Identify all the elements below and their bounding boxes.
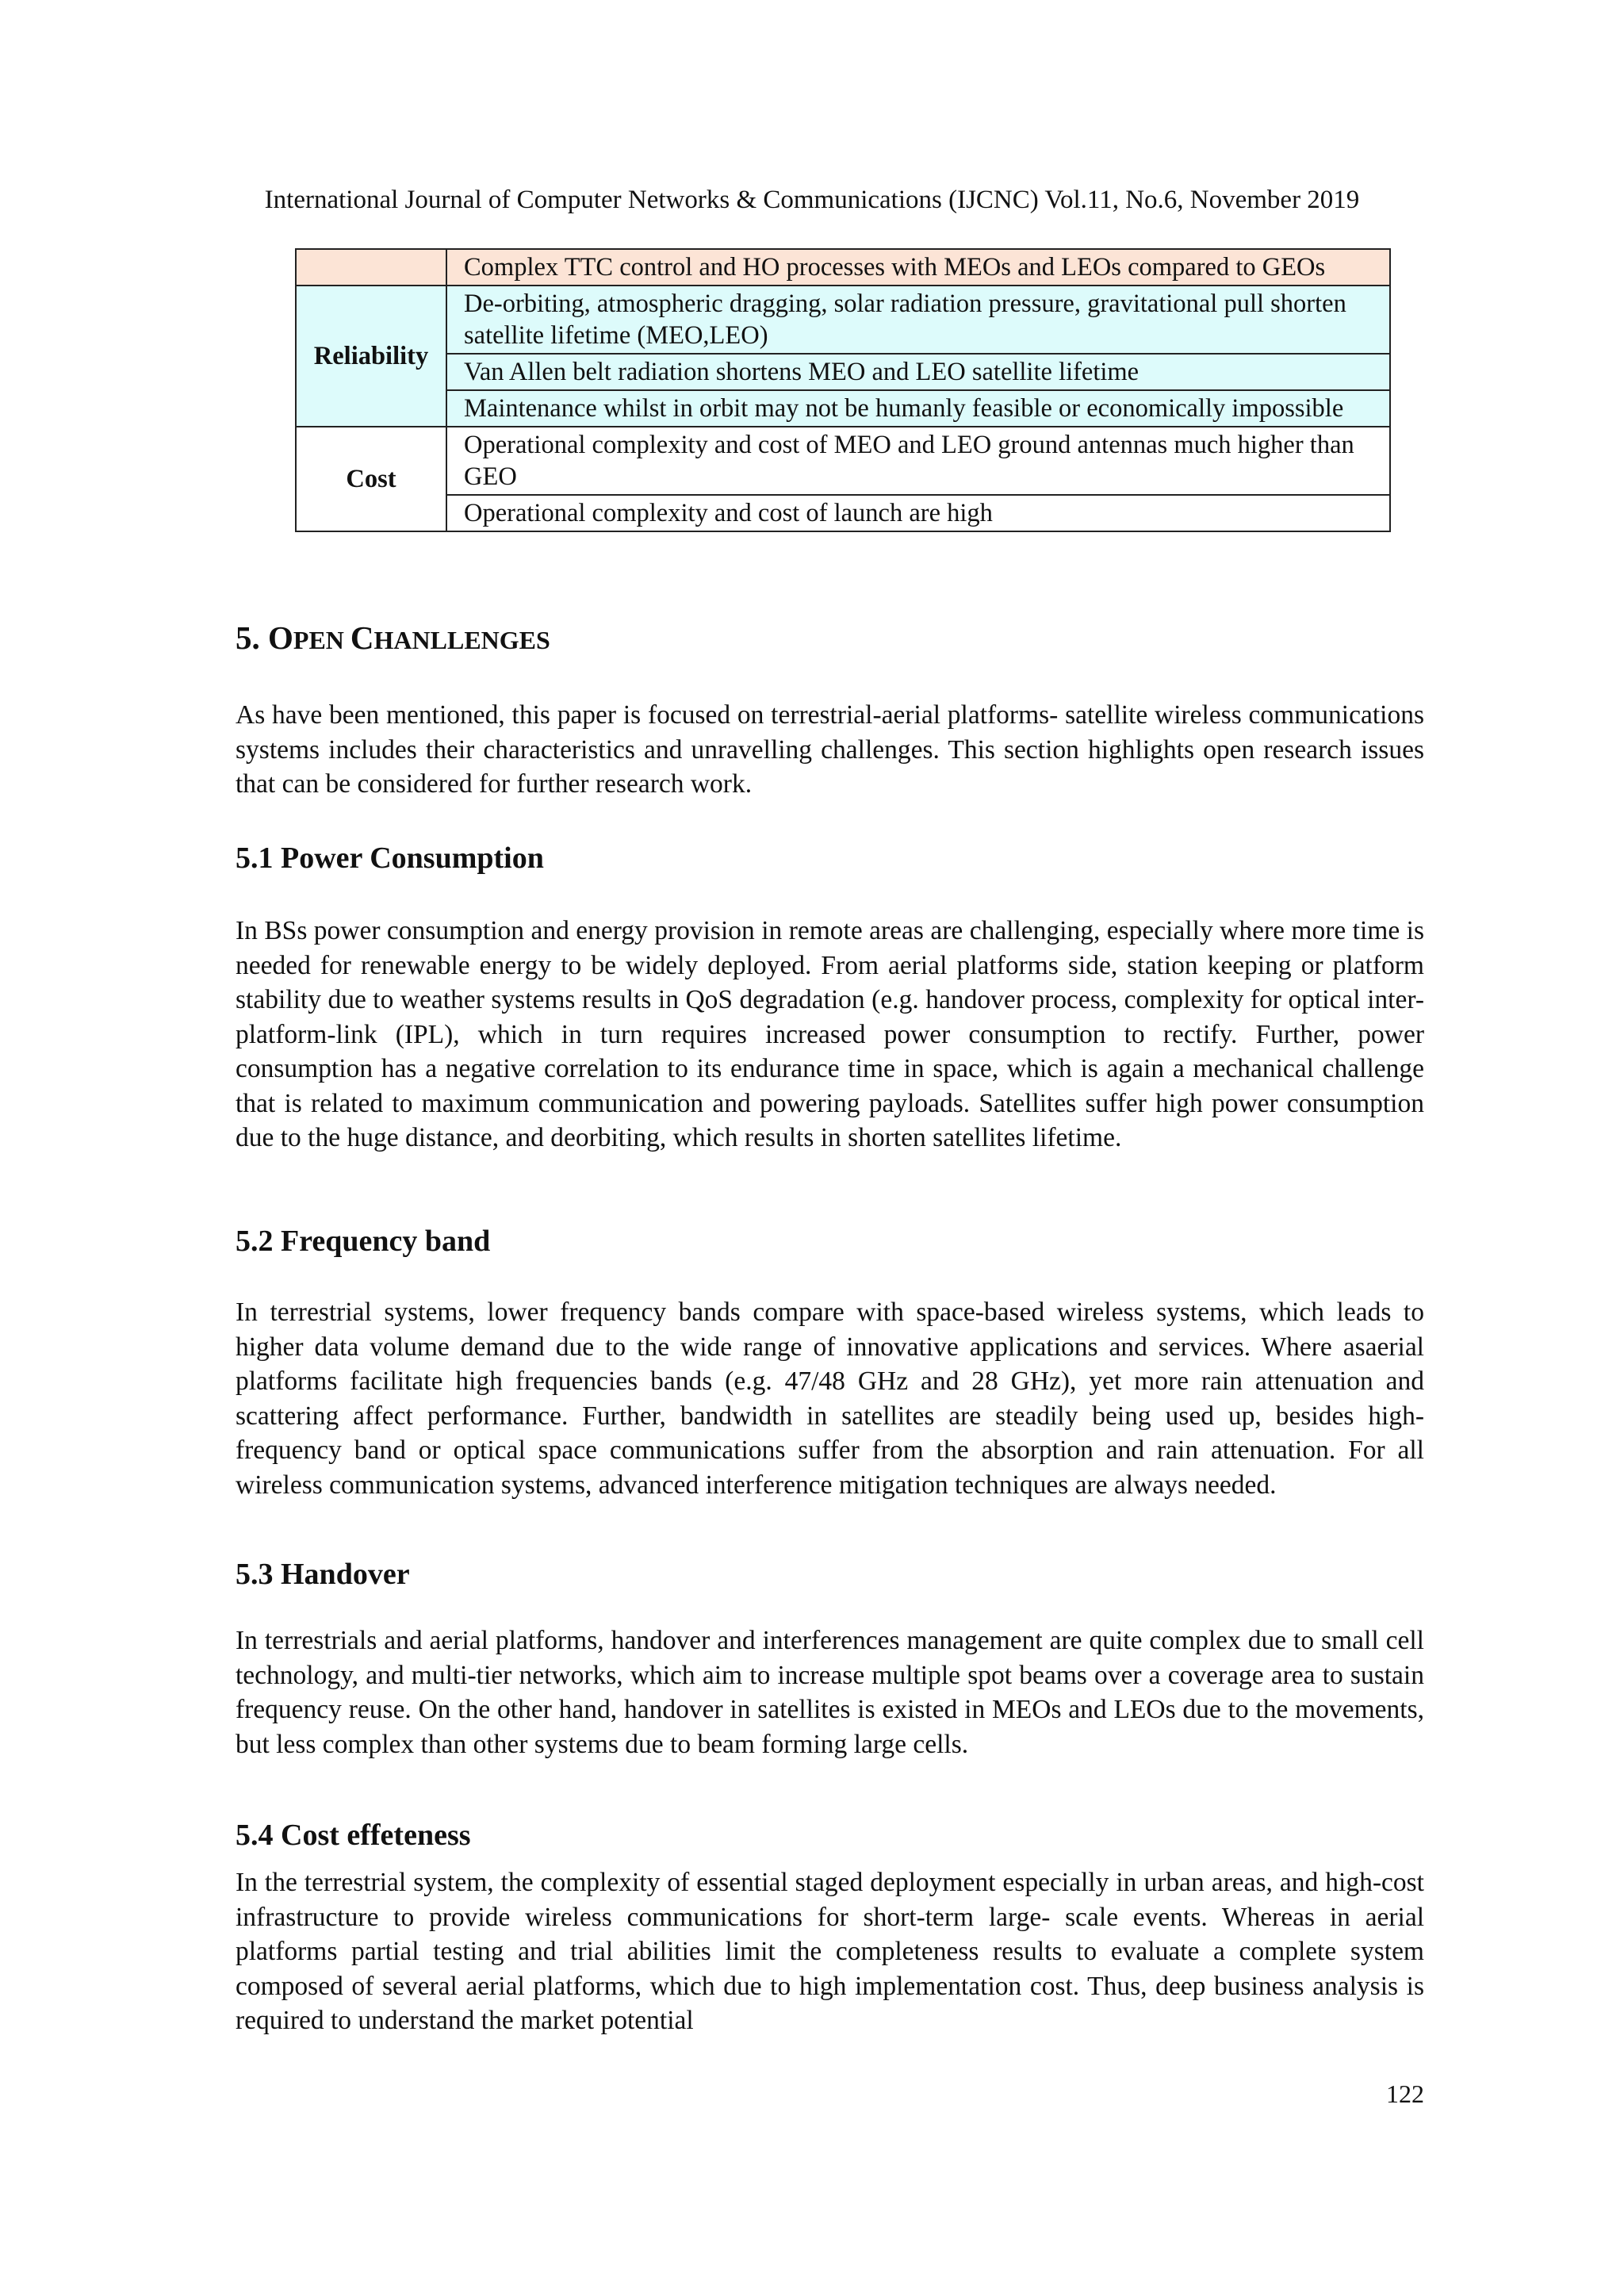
table-cell: Maintenance whilst in orbit may not be humanly feasible or economically impossible [446,390,1390,427]
subsection-5-1-text: In BSs power consumption and energy provision in remote areas are challenging, especially where more time is needed for renewable energy to be widely deployed. From aerial platforms side, station keeping or platform stability due to weather systems results in QoS degradation (e.g. handover process, complexity for optical inter-platform-link (IPL), which in turn requires increased power consumption to rectify. Further, power consumption has a negative correlation to its endurance time in space, which is again a mechanical challenge that is related to maximum communication and powering payloads. Satellites suffer high power consumption due to the huge distance, and deorbiting, which results in shorten satellites lifetime. [236,916,1424,1152]
section-5-heading [236,619,550,659]
table-row [296,390,1390,427]
page-number: 122 [1386,2079,1424,2108]
table-row [296,286,1390,354]
table-row [296,354,1390,390]
section-5-intro: As have been mentioned, this paper is focused on terrestrial-aerial platforms- satellite wireless communications systems includes their characteristics and unravelling challenges. This section highlights open research issues that can be considered for further research work. [236,700,1424,799]
table-cell: Complex TTC control and HO processes with MEOs and LEOs compared to GEOs [446,249,1390,286]
table-category-cell-empty [296,249,446,286]
table-category-cost: Cost [296,427,446,531]
table-cell: De-orbiting, atmospheric dragging, solar radiation pressure, gravitational pull shorten satellite lifetime (MEO,LEO) [446,286,1390,354]
table-cell: Operational complexity and cost of MEO and LEO ground antennas much higher than GEO [446,427,1390,495]
table-row [296,495,1390,531]
table-cell: Operational complexity and cost of launch are high [446,495,1390,531]
table-category-reliability: Reliability [296,286,446,427]
table-row [296,427,1390,495]
subsection-5-3-text: In terrestrials and aerial platforms, handover and interferences management are quite complex due to small cell technology, and multi-tier networks, which aim to increase multiple spot beams over a coverage area to sustain frequency reuse. On the other hand, handover in satellites is existed in MEOs and LEOs due to the movements, but less complex than other systems due to beam forming large cells. [236,1626,1424,1759]
journal-header: International Journal of Computer Networks & Communications (IJCNC) Vol.11, No.6, November 2019 [264,186,1360,214]
section-title-smallcaps: PEN [293,626,350,654]
subsection-5-3-heading: 5.3 Handover [236,1558,410,1591]
table-cell: Van Allen belt radiation shortens MEO and LEO satellite lifetime [446,354,1390,390]
table-row [296,249,1390,286]
section-title-cap: C [350,619,374,656]
subsection-5-4-heading: 5.4 Cost effeteness [236,1819,471,1852]
subsection-5-2-text: In terrestrial systems, lower frequency bands compare with space-based wireless systems, which leads to higher data volume demand due to the wide range of innovative applications and services. Where asaerial platforms facilitate high frequencies bands (e.g. 47/48 GHz and 28 GHz), yet more rain attenuation and scattering affect performance. Further, bandwidth in satellites are steadily being used up, besides high-frequency band or optical space communications suffer from the absorption and rain attenuation. For all wireless communication systems, advanced interference mitigation techniques are always needed. [236,1297,1424,1500]
section-number: 5. [236,619,268,656]
subsection-5-2-heading: 5.2 Frequency band [236,1225,491,1258]
challenges-table [295,248,1391,532]
subsection-5-1-heading: 5.1 Power Consumption [236,841,544,875]
subsection-5-4-text: In the terrestrial system, the complexity of essential staged deployment especially in urban areas, and high-cost infrastructure to provide wireless communications for short-term large- scale events. Whereas in aerial platforms partial testing and trial abilities limit the completeness results to evaluate a complete system composed of several aerial platforms, which due to high implementation cost. Thus, deep business analysis is required to understand the market potential [236,1868,1424,2035]
section-title-cap: O [268,619,293,656]
section-title-smallcaps: HANLLENGES [373,626,550,654]
